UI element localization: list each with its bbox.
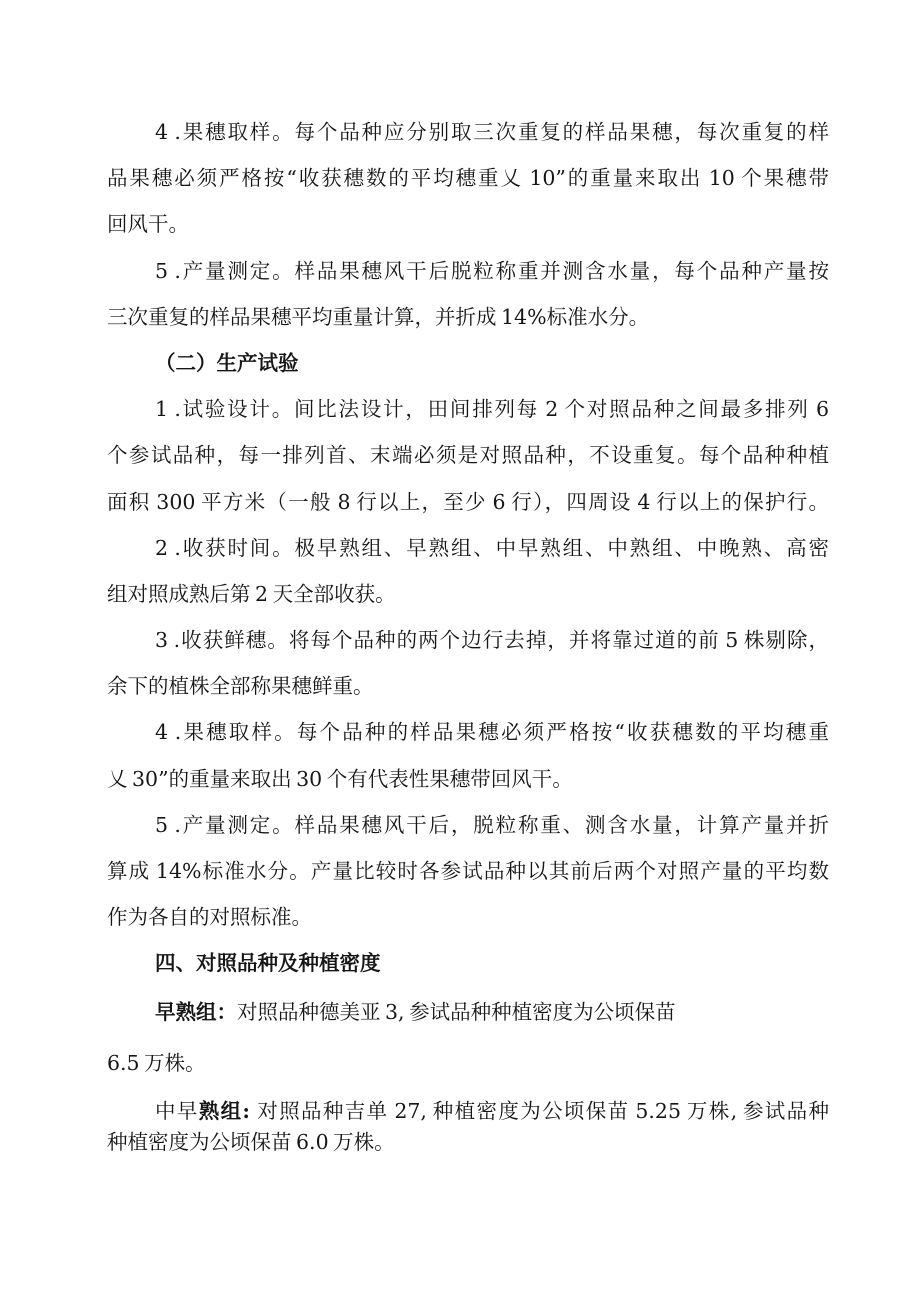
document-page	[107, 109, 829, 1158]
text-line: 4 .果穗取样。每个品种应分别取三次重复的样品果穗，每次重复的样	[155, 120, 829, 144]
section-heading: （二）生产试验	[155, 350, 299, 375]
text-line: 1 .试验设计。间比法设计，田间排列每 2 个对照品种之间最多排列 6	[155, 397, 829, 422]
text-line	[107, 1096, 829, 1127]
fresh-ear-harvest-paragraph	[107, 617, 829, 709]
text-line: 回风干。	[107, 212, 189, 237]
field-trial-section	[107, 109, 829, 340]
text-line: 5 .产量测定。样品果穗风干后脱粒称重并测含水量，每个品种产量按	[155, 258, 829, 283]
text-line: 乂 30”的重量来取出 30 个有代表性果穗带回风干。	[107, 766, 573, 791]
harvest-time-paragraph	[107, 525, 829, 617]
check-varieties-section	[107, 940, 829, 1158]
production-trial-section	[107, 340, 829, 940]
ear-sampling-paragraph	[107, 709, 829, 801]
early-group-continuation: 6.5 万株。	[107, 1050, 206, 1075]
text-line: 余下的植株全部称果穗鲜重。	[107, 674, 374, 699]
mid-early-label-prefix: 中早	[155, 1099, 199, 1124]
text-line: 作为各自的对照标准。	[107, 905, 312, 930]
ear-sampling-paragraph	[107, 109, 829, 248]
text-line: 3 .收获鲜穗。将每个品种的两个边行去掉，并将靠过道的前 5 株剔除，	[155, 628, 829, 653]
early-group-label: 早熟组：	[155, 999, 237, 1024]
text-line: 算成 14%标准水分。产量比较时各参试品种以其前后两个对照产量的平均数	[107, 859, 829, 883]
text-line: 5 .产量测定。样品果穗风干后，脱粒称重、测含水量，计算产量并折	[155, 812, 829, 837]
text-line: 2 .收获时间。极早熟组、早熟组、中早熟组、中熟组、中晚熟、高密	[155, 535, 829, 560]
early-group-text: 对照品种德美亚 3, 参试品种种植密度为公顷保苗	[237, 999, 676, 1024]
mid-early-group-paragraph	[107, 1096, 829, 1158]
section-heading: 四、对照品种及种植密度	[155, 951, 381, 976]
mid-early-group-continuation: 种植密度为公顷保苗 6.0 万株。	[107, 1130, 395, 1155]
text-line	[107, 989, 829, 1035]
text-line: 4 .果穗取样。每个品种的样品果穗必须严格按“收获穗数的平均穗重	[155, 720, 829, 745]
text-line: 组对照成熟后第 2 天全部收获。	[107, 581, 396, 606]
yield-measurement-paragraph	[107, 802, 829, 941]
text-line: 个参试品种，每一排列首、末端必须是对照品种，不设重复。每个品种种植	[107, 443, 829, 468]
trial-design-paragraph	[107, 386, 829, 525]
text-line: 品果穗必须严格按“收获穗数的平均穗重乂 10”的重量来取出 10 个果穗带	[107, 166, 829, 191]
mid-early-group-text: 对照品种吉单 27, 种植密度为公顷保苗 5.25 万株, 参试品种	[256, 1099, 830, 1124]
text-line: 三次重复的样品果穗平均重量计算，并折成 14%标准水分。	[107, 304, 650, 329]
mid-early-label-bold: 熟组:	[198, 1099, 250, 1124]
early-group-paragraph	[107, 989, 829, 1086]
text-line: 面积 300 平方米（一般 8 行以上，至少 6 行），四周设 4 行以上的保护行。	[107, 489, 829, 514]
yield-measurement-paragraph	[107, 248, 829, 340]
